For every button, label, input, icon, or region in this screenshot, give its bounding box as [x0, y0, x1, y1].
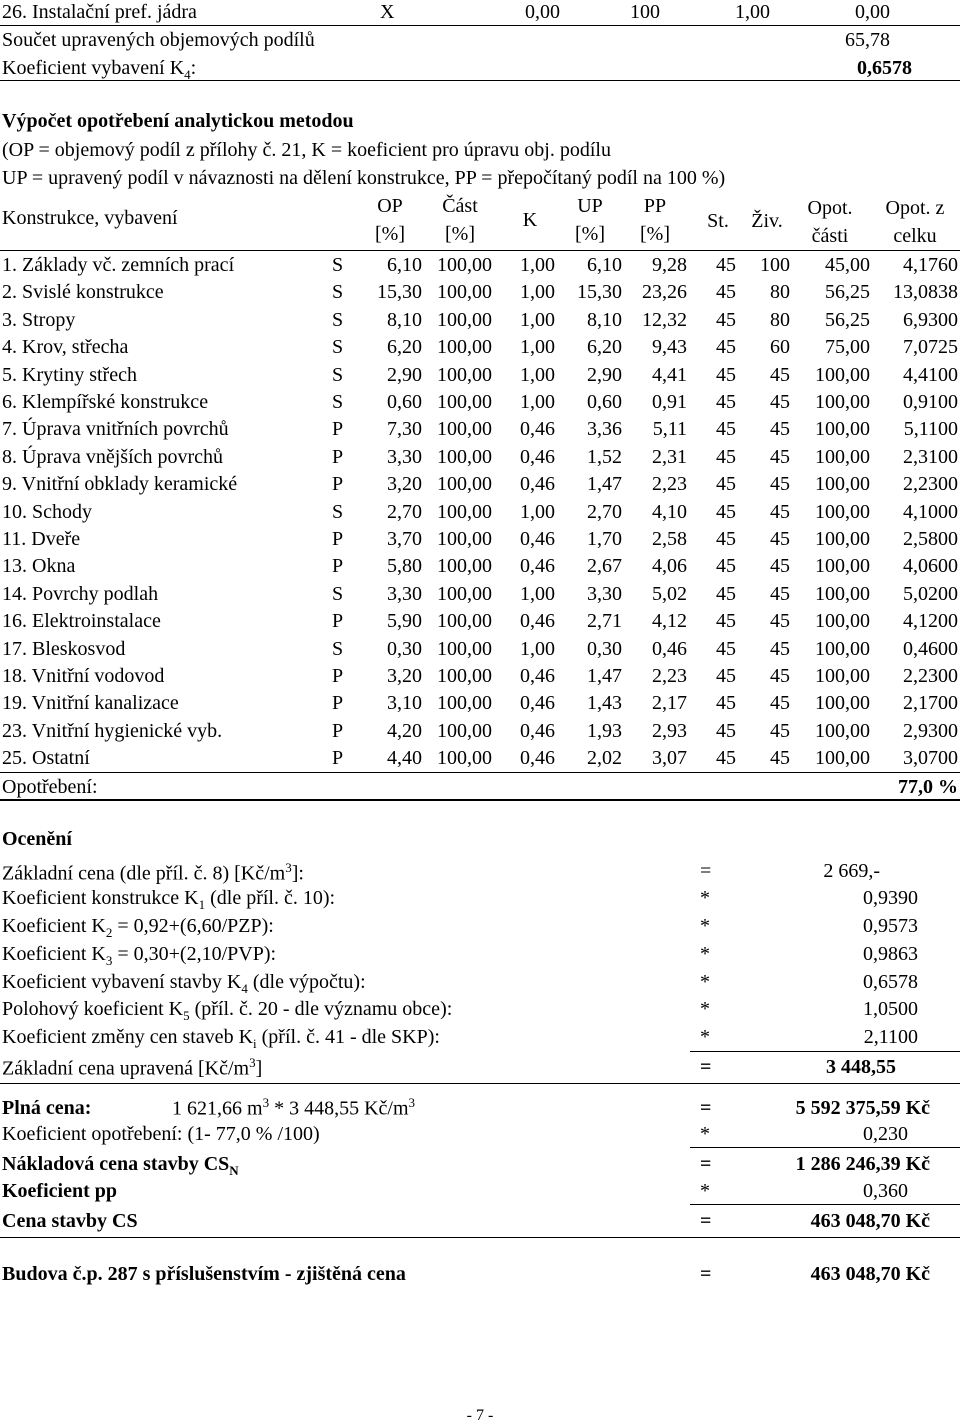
row-opotz: 2,9300 [903, 720, 958, 742]
row-ziv: 100 [760, 254, 790, 276]
row-cast: 100,00 [437, 473, 492, 495]
row-ziv: 45 [770, 391, 790, 413]
row-cast: 100,00 [437, 281, 492, 303]
row-ziv: 45 [770, 583, 790, 605]
row-type: P [332, 418, 344, 440]
k5-value: 1,0500 [863, 998, 918, 1020]
row-k: 0,46 [520, 692, 555, 714]
row-k: 1,00 [520, 583, 555, 605]
row-cast: 100,00 [437, 391, 492, 413]
row-opotz: 5,0200 [903, 583, 958, 605]
cs-label: Cena stavby CS [2, 1210, 138, 1232]
row-st: 45 [716, 720, 736, 742]
row-cast: 100,00 [437, 336, 492, 358]
row-opot: 100,00 [815, 747, 870, 769]
row-cast: 100,00 [437, 555, 492, 577]
row-opot: 100,00 [815, 610, 870, 632]
row-label: 16. Elektroinstalace [2, 610, 161, 632]
row-ziv: 45 [770, 555, 790, 577]
row-k: 0,46 [520, 747, 555, 769]
row-label: 14. Povrchy podlah [2, 583, 159, 605]
building-value: 463 048,70 Kč [810, 1263, 930, 1285]
operator: = [700, 1097, 712, 1119]
full-price-formula: 1 621,66 $m^3 * 3$ 448,55 $Kč/m^3$ [172, 1095, 415, 1120]
header-op-unit: [%] [375, 223, 405, 245]
header-pp: PP [643, 195, 667, 217]
row-op: 2,90 [387, 364, 422, 386]
header-pp-unit: [%] [640, 223, 670, 245]
wear-coef-label: Koeficient opotřebení: (1- 77,0 % /100) [2, 1123, 320, 1145]
header-opot: Opot. [807, 197, 853, 219]
row-st: 45 [716, 473, 736, 495]
row-opot: 100,00 [815, 446, 870, 468]
ki-label: Koeficient změny cen staveb $K_i$ (příl. č. 41 - dle SKP): [2, 1026, 440, 1051]
row-opot: 75,00 [825, 336, 870, 358]
row-cast: 100,00 [437, 610, 492, 632]
row-type: S [332, 281, 344, 303]
row-st: 45 [716, 446, 736, 468]
row-st: 45 [716, 254, 736, 276]
row-ziv: 80 [770, 309, 790, 331]
row-ziv: 45 [770, 610, 790, 632]
row-type: P [332, 528, 344, 550]
k4-value: 0,6578 [863, 971, 918, 993]
row-value: 100 [630, 1, 660, 23]
row-op: 4,20 [387, 720, 422, 742]
row-type: S [332, 364, 344, 386]
row-opot: 100,00 [815, 501, 870, 523]
row-cast: 100,00 [437, 446, 492, 468]
row-ziv: 45 [770, 501, 790, 523]
row-opot: 100,00 [815, 391, 870, 413]
divider [0, 1237, 960, 1238]
row-k: 0,46 [520, 473, 555, 495]
row-value: 0,00 [855, 1, 890, 23]
operator: * [700, 971, 710, 993]
sum-rule [690, 1204, 960, 1205]
row-cast: 100,00 [437, 528, 492, 550]
header-opotz-2: celku [893, 225, 937, 247]
row-label: 11. Dveře [2, 528, 81, 550]
row-label: 19. Vnitřní kanalizace [2, 692, 179, 714]
row-op: 6,10 [387, 254, 422, 276]
row-type: P [332, 747, 344, 769]
pp-label: Koeficient pp [2, 1180, 117, 1202]
row-pp: 2,93 [652, 720, 687, 742]
row-up: 2,90 [587, 364, 622, 386]
row-ziv: 45 [770, 446, 790, 468]
row-type: P [332, 473, 344, 495]
row-type: P [332, 665, 344, 687]
operator: = [700, 1263, 712, 1285]
row-opotz: 4,0600 [903, 555, 958, 577]
row-opot: 100,00 [815, 364, 870, 386]
row-pp: 23,26 [642, 281, 687, 303]
row-type: S [332, 254, 344, 276]
row-opotz: 0,9100 [903, 391, 958, 413]
row-opotz: 0,4600 [903, 638, 958, 660]
row-up: 2,67 [587, 555, 622, 577]
operator: * [700, 1026, 710, 1048]
row-opotz: 2,3100 [903, 446, 958, 468]
row-opot: 56,25 [825, 281, 870, 303]
row-opotz: 4,4100 [903, 364, 958, 386]
row-ziv: 45 [770, 473, 790, 495]
row-up: 1,47 [587, 665, 622, 687]
row-label: 26. Instalační pref. jádra [2, 1, 197, 23]
row-type: P [332, 555, 344, 577]
row-pp: 5,02 [652, 583, 687, 605]
k2-label: Koeficient $K_2 = 0,92+(6,60/PZP)$: [2, 915, 274, 940]
row-st: 45 [716, 583, 736, 605]
row-st: 45 [716, 665, 736, 687]
row-label: 8. Úprava vnějších povrchů [2, 446, 224, 468]
row-st: 45 [716, 364, 736, 386]
row-cast: 100,00 [437, 364, 492, 386]
row-type: P [332, 446, 344, 468]
row-up: 6,10 [587, 254, 622, 276]
row-pp: 9,28 [652, 254, 687, 276]
row-ziv: 80 [770, 281, 790, 303]
row-op: 3,10 [387, 692, 422, 714]
divider [0, 25, 960, 26]
adjusted-label: Základní cena upravená $[Kč/m^3]$ [2, 1055, 263, 1080]
cost-value: 1 286 246,39 Kč [795, 1153, 930, 1175]
row-type: S [332, 309, 344, 331]
operator: = [700, 860, 712, 882]
wear-label: Opotřebení: [2, 776, 98, 798]
row-type: S [332, 391, 344, 413]
row-type: S [332, 336, 344, 358]
cost-label: Nákladová cena stavby $CS_N$ [2, 1153, 239, 1178]
row-op: 3,30 [387, 583, 422, 605]
row-label: 13. Okna [2, 555, 76, 577]
row-st: 45 [716, 555, 736, 577]
row-up: 0,60 [587, 391, 622, 413]
row-k: 1,00 [520, 336, 555, 358]
k3-label: Koeficient $K_3 = 0,30+(2,10/PVP)$: [2, 943, 277, 968]
row-op: 3,20 [387, 473, 422, 495]
row-k: 1,00 [520, 281, 555, 303]
header-cast: Část [442, 195, 478, 217]
row-k: 1,00 [520, 391, 555, 413]
row-label: 4. Krov, střecha [2, 336, 129, 358]
full-price-label: Plná cena: [2, 1097, 92, 1119]
row-type: S [332, 583, 344, 605]
row-label: 5. Krytiny střech [2, 364, 137, 386]
row-up: 0,30 [587, 638, 622, 660]
row-label: 3. Stropy [2, 309, 76, 331]
row-k: 1,00 [520, 364, 555, 386]
full-price-value: 5 592 375,59 Kč [795, 1097, 930, 1119]
row-op: 3,20 [387, 665, 422, 687]
row-k: 1,00 [520, 254, 555, 276]
row-st: 45 [716, 391, 736, 413]
row-ziv: 45 [770, 418, 790, 440]
row-cast: 100,00 [437, 583, 492, 605]
header-opotz: Opot. z [885, 197, 945, 219]
row-op: 0,30 [387, 638, 422, 660]
row-cast: 100,00 [437, 418, 492, 440]
base-price-label: Základní cena (dle příl. č. 8) $[Kč/m^3]$: [2, 860, 304, 885]
row-cast: 100,00 [437, 501, 492, 523]
header-st: St. [707, 210, 729, 232]
row-op: 3,30 [387, 446, 422, 468]
operator: = [700, 1153, 712, 1175]
row-opot: 100,00 [815, 528, 870, 550]
building-label: Budova č.p. 287 s příslušenstvím - zjištěná cena [2, 1263, 406, 1285]
row-pp: 4,06 [652, 555, 687, 577]
row-up: 2,02 [587, 747, 622, 769]
row-ziv: 45 [770, 638, 790, 660]
row-k: 1,00 [520, 309, 555, 331]
row-opot: 100,00 [815, 473, 870, 495]
row-label: 9. Vnitřní obklady keramické [2, 473, 238, 495]
row-pp: 2,58 [652, 528, 687, 550]
row-pp: 9,43 [652, 336, 687, 358]
row-op: 2,70 [387, 501, 422, 523]
wear-value: 77,0 % [898, 776, 958, 798]
operator: = [700, 1056, 712, 1078]
row-up: 8,10 [587, 309, 622, 331]
row-st: 45 [716, 309, 736, 331]
row-opotz: 4,1200 [903, 610, 958, 632]
row-opotz: 2,2300 [903, 665, 958, 687]
row-up: 1,70 [587, 528, 622, 550]
row-opot: 100,00 [815, 583, 870, 605]
row-op: 7,30 [387, 418, 422, 440]
row-opotz: 4,1000 [903, 501, 958, 523]
row-pp: 4,10 [652, 501, 687, 523]
row-opotz: 2,5800 [903, 528, 958, 550]
row-opot: 100,00 [815, 555, 870, 577]
row-label: 25. Ostatní [2, 747, 90, 769]
row-label: 17. Bleskosvod [2, 638, 126, 660]
divider [0, 1083, 960, 1084]
row-up: 1,43 [587, 692, 622, 714]
k2-value: 0,9573 [863, 915, 918, 937]
row-type: P [332, 610, 344, 632]
wear-coef-value: 0,230 [863, 1123, 908, 1145]
row-op: 0,60 [387, 391, 422, 413]
row-op: 5,90 [387, 610, 422, 632]
k4-label: Koeficient vybavení stavby $K_4$ (dle výpočtu): [2, 971, 366, 996]
row-value: 1,00 [735, 1, 770, 23]
operator: * [700, 943, 710, 965]
row-cast: 100,00 [437, 747, 492, 769]
row-opotz: 5,1100 [903, 418, 958, 440]
row-up: 15,30 [577, 281, 622, 303]
header-op: OP [377, 195, 403, 217]
row-ziv: 45 [770, 747, 790, 769]
header-up-unit: [%] [575, 223, 605, 245]
row-label: 7. Úprava vnitřních povrchů [2, 418, 229, 440]
row-opot: 45,00 [825, 254, 870, 276]
analytic-line: (OP = objemový podíl z přílohy č. 21, K = koeficient pro úpravu obj. podílu [2, 139, 611, 161]
row-op: 6,20 [387, 336, 422, 358]
row-opotz: 6,9300 [903, 309, 958, 331]
operator: = [700, 1210, 712, 1232]
row-cast: 100,00 [437, 309, 492, 331]
row-st: 45 [716, 638, 736, 660]
header-ziv: Živ. [751, 210, 783, 232]
cs-value: 463 048,70 Kč [810, 1210, 930, 1232]
row-up: 3,36 [587, 418, 622, 440]
row-label: 18. Vnitřní vodovod [2, 665, 165, 687]
row-pp: 4,41 [652, 364, 687, 386]
row-label: 2. Svislé konstrukce [2, 281, 164, 303]
row-up: 1,93 [587, 720, 622, 742]
row-pp: 5,11 [652, 418, 687, 440]
row-up: 3,30 [587, 583, 622, 605]
k1-label: Koeficient konstrukce $K_1$ (dle příl. č. 10): [2, 887, 336, 912]
row-st: 45 [716, 418, 736, 440]
divider [0, 772, 960, 773]
row-opotz: 4,1760 [903, 254, 958, 276]
row-up: 1,47 [587, 473, 622, 495]
row-st: 45 [716, 610, 736, 632]
row-opotz: 2,1700 [903, 692, 958, 714]
row-cast: 100,00 [437, 638, 492, 660]
row-pp: 4,12 [652, 610, 687, 632]
operator: * [700, 998, 710, 1020]
row-k: 0,46 [520, 720, 555, 742]
header-opot-2: části [811, 225, 849, 247]
row-ziv: 60 [770, 336, 790, 358]
row-k: 1,00 [520, 638, 555, 660]
row-opot: 100,00 [815, 665, 870, 687]
row-op: 4,40 [387, 747, 422, 769]
divider [0, 799, 960, 801]
row-label: 1. Základy vč. zemních prací [2, 254, 235, 276]
row-pp: 2,17 [652, 692, 687, 714]
k4-label: Koeficient vybavení $K_4$: [2, 57, 197, 82]
sum-label: Součet upravených objemových podílů [2, 29, 315, 51]
row-label: 23. Vnitřní hygienické vyb. [2, 720, 223, 742]
valuation-title: Ocenění [2, 828, 72, 850]
row-opot: 100,00 [815, 638, 870, 660]
row-cast: 100,00 [437, 720, 492, 742]
row-cast: 100,00 [437, 665, 492, 687]
row-up: 1,52 [587, 446, 622, 468]
ki-value: 2,1100 [863, 1026, 918, 1048]
row-type: S [332, 501, 344, 523]
row-opotz: 2,2300 [903, 473, 958, 495]
row-ziv: 45 [770, 692, 790, 714]
row-pp: 12,32 [642, 309, 687, 331]
sum-rule [690, 1051, 960, 1052]
row-type: X [380, 1, 395, 23]
row-ziv: 45 [770, 720, 790, 742]
row-ziv: 45 [770, 665, 790, 687]
row-k: 0,46 [520, 665, 555, 687]
header-up: UP [577, 195, 603, 217]
row-st: 45 [716, 747, 736, 769]
adjusted-value: 3 448,55 [826, 1056, 896, 1078]
row-cast: 100,00 [437, 254, 492, 276]
row-type: P [332, 720, 344, 742]
row-pp: 0,46 [652, 638, 687, 660]
row-st: 45 [716, 501, 736, 523]
row-opot: 100,00 [815, 418, 870, 440]
k5-label: Polohový koeficient $K_5$ (příl. č. 20 - dle významu obce): [2, 998, 453, 1023]
row-up: 6,20 [587, 336, 622, 358]
operator: * [700, 1123, 710, 1145]
row-k: 0,46 [520, 528, 555, 550]
operator: * [700, 1180, 710, 1202]
page-number: - 7 - [466, 1407, 494, 1424]
header-k: K [522, 209, 538, 231]
divider [0, 250, 960, 251]
row-pp: 2,31 [652, 446, 687, 468]
row-ziv: 45 [770, 528, 790, 550]
row-pp: 0,91 [652, 391, 687, 413]
row-k: 0,46 [520, 418, 555, 440]
row-st: 45 [716, 281, 736, 303]
row-op: 5,80 [387, 555, 422, 577]
row-up: 2,71 [587, 610, 622, 632]
operator: * [700, 887, 710, 909]
row-type: S [332, 638, 344, 660]
row-label: 6. Klempířské konstrukce [2, 391, 209, 413]
row-opot: 100,00 [815, 692, 870, 714]
analytic-line: UP = upravený podíl v návaznosti na dělení konstrukce, PP = přepočítaný podíl na 100 %) [2, 167, 726, 189]
k4-value: 0,6578 [857, 57, 912, 79]
header-cast-unit: [%] [445, 223, 475, 245]
row-label: 10. Schody [2, 501, 92, 523]
row-opotz: 3,0700 [903, 747, 958, 769]
k1-value: 0,9390 [863, 887, 918, 909]
row-value: 0,00 [525, 1, 560, 23]
row-cast: 100,00 [437, 692, 492, 714]
pp-value: 0,360 [863, 1180, 908, 1202]
analytic-title: Výpočet opotřebení analytickou metodou [2, 110, 354, 132]
row-k: 0,46 [520, 446, 555, 468]
row-k: 0,46 [520, 555, 555, 577]
row-st: 45 [716, 336, 736, 358]
row-k: 0,46 [520, 610, 555, 632]
row-opotz: 13,0838 [893, 281, 958, 303]
k3-value: 0,9863 [863, 943, 918, 965]
row-pp: 2,23 [652, 473, 687, 495]
sum-value: 65,78 [845, 29, 890, 51]
row-up: 2,70 [587, 501, 622, 523]
row-op: 3,70 [387, 528, 422, 550]
row-pp: 2,23 [652, 665, 687, 687]
sum-rule [690, 1147, 960, 1148]
row-op: 15,30 [377, 281, 422, 303]
row-st: 45 [716, 692, 736, 714]
row-pp: 3,07 [652, 747, 687, 769]
row-opotz: 7,0725 [903, 336, 958, 358]
header-construction: Konstrukce, vybavení [2, 207, 178, 229]
row-type: P [332, 692, 344, 714]
divider [0, 80, 960, 81]
row-op: 8,10 [387, 309, 422, 331]
operator: * [700, 915, 710, 937]
row-st: 45 [716, 528, 736, 550]
row-opot: 100,00 [815, 720, 870, 742]
row-ziv: 45 [770, 364, 790, 386]
base-price-value: 2 669,- [823, 860, 880, 882]
row-opot: 56,25 [825, 309, 870, 331]
row-k: 1,00 [520, 501, 555, 523]
